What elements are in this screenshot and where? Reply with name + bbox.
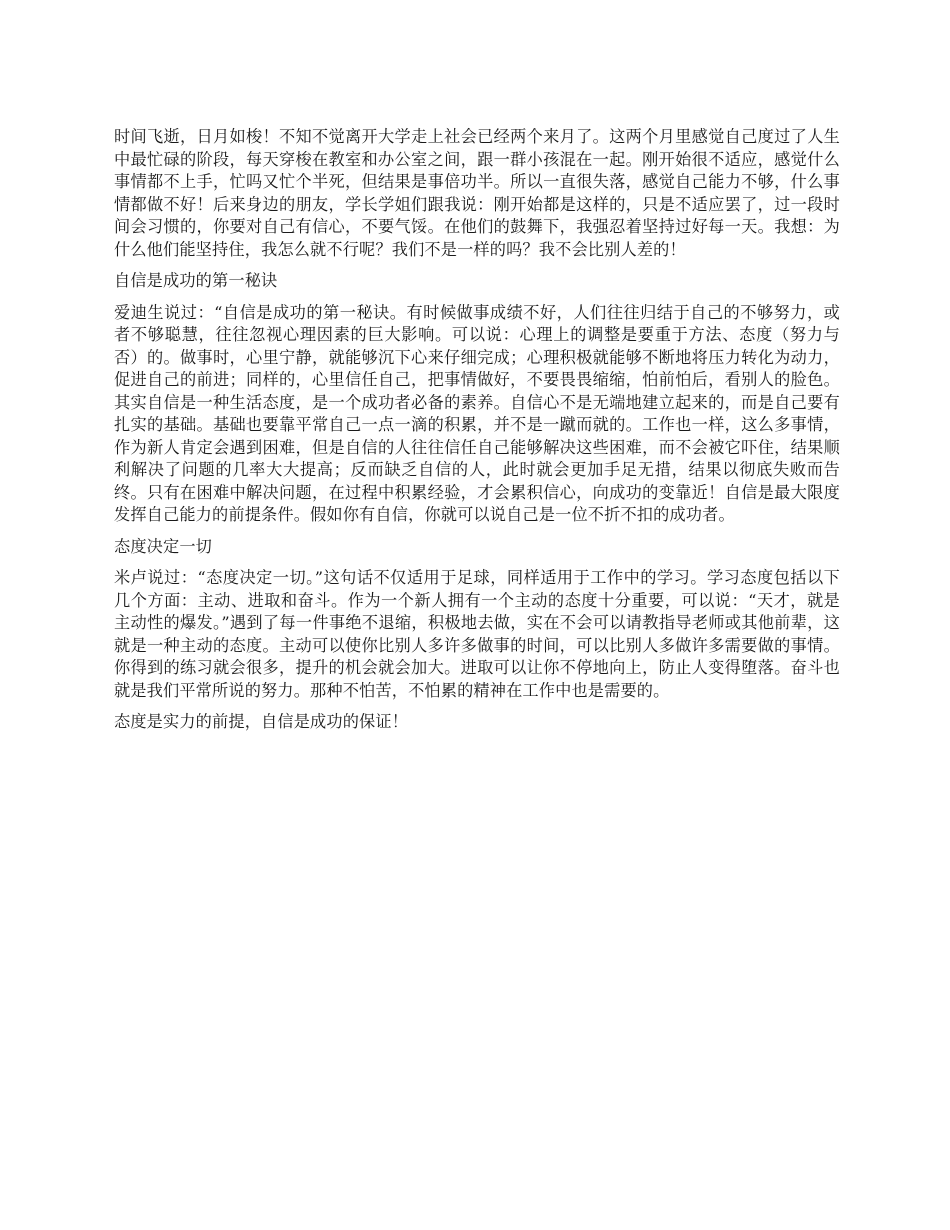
document-body — [114, 126, 840, 743]
section-heading-confidence: 自信是成功的第一秘诀 — [114, 271, 278, 290]
confidence-paragraph: 爱迪生说过：“自信是成功的第一秘诀。有时候做事成绩不好，人们往往归结于自己的不够努力，或者不够聪慧，往往忽视心理因素的巨大影响。可以说：心理上的调整是要重于方法、态度（努力与否）的。做事时，心里宁静，就能够沉下心来仔细完成；心理积极就能够不断地将压力转化为动力，促进自己的前进；同样的，心里信任自己，把事情做好，不要畏畏缩缩，怕前怕后，看别人的脸色。其实自信是一种生活态度，是一个成功者必备的素养。自信心不是无端地建立起来的，而是自己要有扎实的基础。基础也要靠平常自己一点一滴的积累，并不是一蹴而就的。工作也一样，这么多事情，作为新人肯定会遇到困难，但是自信的人往往信任自己能够解决这些困难，而不会被它吓住，结果顺利解决了问题的几率大大提高；反而缺乏自信的人，此时就会更加手足无措，结果以彻底失败而告终。只有在困难中解决问题，在过程中积累经验，才会累积信心，向成功的变靠近！自信是最大限度发挥自己能力的前提条件。假如你有自信，你就可以说自己是一位不折不扣的成功者。 — [114, 302, 840, 524]
section-heading-attitude: 态度决定一切 — [114, 536, 213, 556]
intro-paragraph: 时间飞逝，日月如梭！不知不觉离开大学走上社会已经两个来月了。这两个月里感觉自己度过了人生中最忙碌的阶段，每天穿梭在教室和办公室之间，跟一群小孩混在一起。刚开始很不适应，感觉什么事情都不上手，忙吗又忙个半死，但结果是事倍功半。所以一直很失落，感觉自己能力不够，什么事情都做不好！后来身边的朋友，学长学姐们跟我说：刚开始都是这样的，只是不适应罢了，过一段时间会习惯的，你要对自己有信心，不要气馁。在他们的鼓舞下，我强忍着坚持过好每一天。我想：为什么他们能坚持住，我怎么就不行呢？我们不是一样的吗？我不会比别人差的！ — [114, 127, 840, 259]
closing-paragraph: 态度是实力的前提，自信是成功的保证！ — [114, 712, 409, 731]
attitude-paragraph: 米卢说过：“态度决定一切。”这句话不仅适用于足球，同样适用于工作中的学习。学习态度包括以下几个方面：主动、进取和奋斗。作为一个新人拥有一个主动的态度十分重要，可以说：“天才，就是主动性的爆发。”遇到了每一件事绝不退缩，积极地去做，实在不会可以请教指导老师或其他前辈，这就是一种主动的态度。主动可以使你比别人多许多做事的时间，可以比别人多做许多需要做的事情。你得到的练习就会很多，提升的机会就会加大。进取可以让你不停地向上，防止人变得堕落。奋斗也就是我们平常所说的努力。那种不怕苦，不怕累的精神在工作中也是需要的。 — [114, 568, 841, 700]
